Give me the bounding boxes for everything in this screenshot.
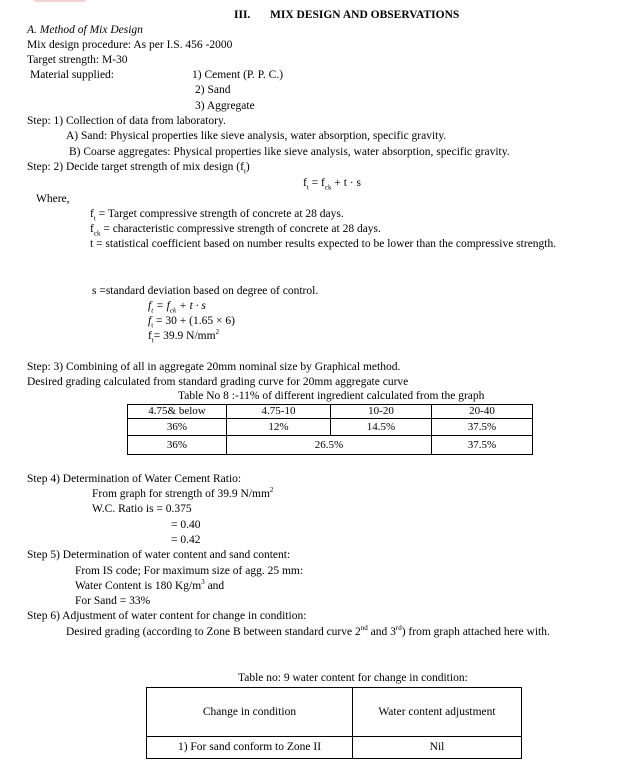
step2-heading: Step: 2) Decide target strength of mix design $(f_t)$: [27, 161, 250, 176]
section-number: III.: [234, 9, 251, 21]
step1-heading: Step: 1) Collection of data from laboratory.: [27, 115, 226, 127]
table9-cell: 1) For sand conform to Zone II: [147, 737, 353, 759]
material-item: 1) Cement (P. P. C.): [192, 69, 284, 81]
material-item: 3) Aggregate: [195, 100, 255, 112]
table8-caption: Table No 8 :-11% of different ingredient calculated from the graph: [178, 390, 485, 402]
step1-coarse: B) Coarse aggregates: Physical properties like sieve analysis, water absorption, specific gravity.: [69, 146, 510, 158]
step5-sand: For Sand = 33%: [75, 595, 151, 607]
where-label: Where,: [36, 193, 70, 205]
procedure-line: Mix design procedure: As per I.S. 456 -2000: [27, 39, 233, 51]
target-strength-line: Target strength: M-30: [27, 54, 128, 66]
definition-fck: $f_{ck}$ = characteristic compressive strength of concrete at 28 days.: [90, 223, 381, 238]
step4-wc-value: = 0.40: [171, 519, 201, 531]
table8-header: 4.75& below: [128, 405, 227, 419]
section-a-heading: A. Method of Mix Design: [27, 24, 143, 36]
step1-sand: A) Sand: Physical properties like sieve analysis, water absorption, specific gravity.: [66, 130, 447, 142]
step5-water-content: Water Content is 180 $Kg/m^3$ and: [75, 578, 225, 592]
definition-t: t = statistical coefficient based on number results expected to be lower than the compressive strength.: [90, 238, 557, 250]
page-title: MIX DESIGN AND OBSERVATIONS: [270, 9, 460, 21]
materials-label: Material supplied:: [30, 69, 114, 81]
table8-cell: 14.5%: [331, 419, 432, 436]
page-edge-mark: [30, 0, 90, 2]
formula-target-strength: $f_t = f_{ck} + t \cdot s$: [303, 177, 361, 192]
table8-cell: 37.5%: [432, 436, 533, 455]
step4-wc-value: = 0.42: [171, 534, 201, 546]
table8: [127, 404, 533, 455]
calc-line-3: $f_t= 39.9$ $N/mm^2$: [148, 328, 220, 345]
table9-header: Water content adjustment: [353, 688, 522, 737]
step4-graph-line: From graph for strength of 39.9 $N/mm^2$: [92, 486, 274, 500]
step4-wc-ratio: W.C. Ratio is = 0.375: [92, 503, 192, 515]
table9-caption: Table no: 9 water content for change in condition:: [238, 672, 468, 684]
calc-line-2: $f_t = 30 + (1.65 \times 6)$: [148, 315, 235, 330]
material-item: 2) Sand: [195, 84, 231, 96]
table9: [146, 687, 522, 759]
step4-heading: Step 4) Determination of Water Cement Ratio:: [27, 473, 242, 485]
table8-cell: 36%: [128, 436, 227, 455]
table8-cell: 36%: [128, 419, 227, 436]
step6-heading: Step 6) Adjustment of water content for change in condition:: [27, 610, 307, 622]
calc-line-1: $f_t = f_{ck} + t \cdot s$: [148, 300, 206, 315]
step6-grading-line: Desired grading (according to Zone B between standard curve 2nd and 3rd) from graph attached here with.: [66, 624, 550, 638]
table8-cell: 26.5%: [227, 436, 432, 455]
table8-header: 20-40: [432, 405, 533, 419]
table8-cell: 37.5%: [432, 419, 533, 436]
step5-is-code: From IS code; For maximum size of agg. 25 mm:: [75, 565, 304, 577]
table8-header: 10-20: [331, 405, 432, 419]
table8-cell: 12%: [227, 419, 331, 436]
table9-cell: Nil: [353, 737, 522, 759]
grading-line: Desired grading calculated from standard grading curve for 20mm aggregate curve: [27, 376, 409, 388]
step3-heading: Step: 3) Combining of all in aggregate 20mm nominal size by Graphical method.: [27, 361, 401, 373]
table8-header: 4.75-10: [227, 405, 331, 419]
step5-heading: Step 5) Determination of water content and sand content:: [27, 549, 291, 561]
table9-header: Change in condition: [147, 688, 353, 737]
definition-ft: $f_t$ = Target compressive strength of concrete at 28 days.: [90, 208, 344, 223]
definition-s: s =standard deviation based on degree of control.: [92, 285, 319, 297]
